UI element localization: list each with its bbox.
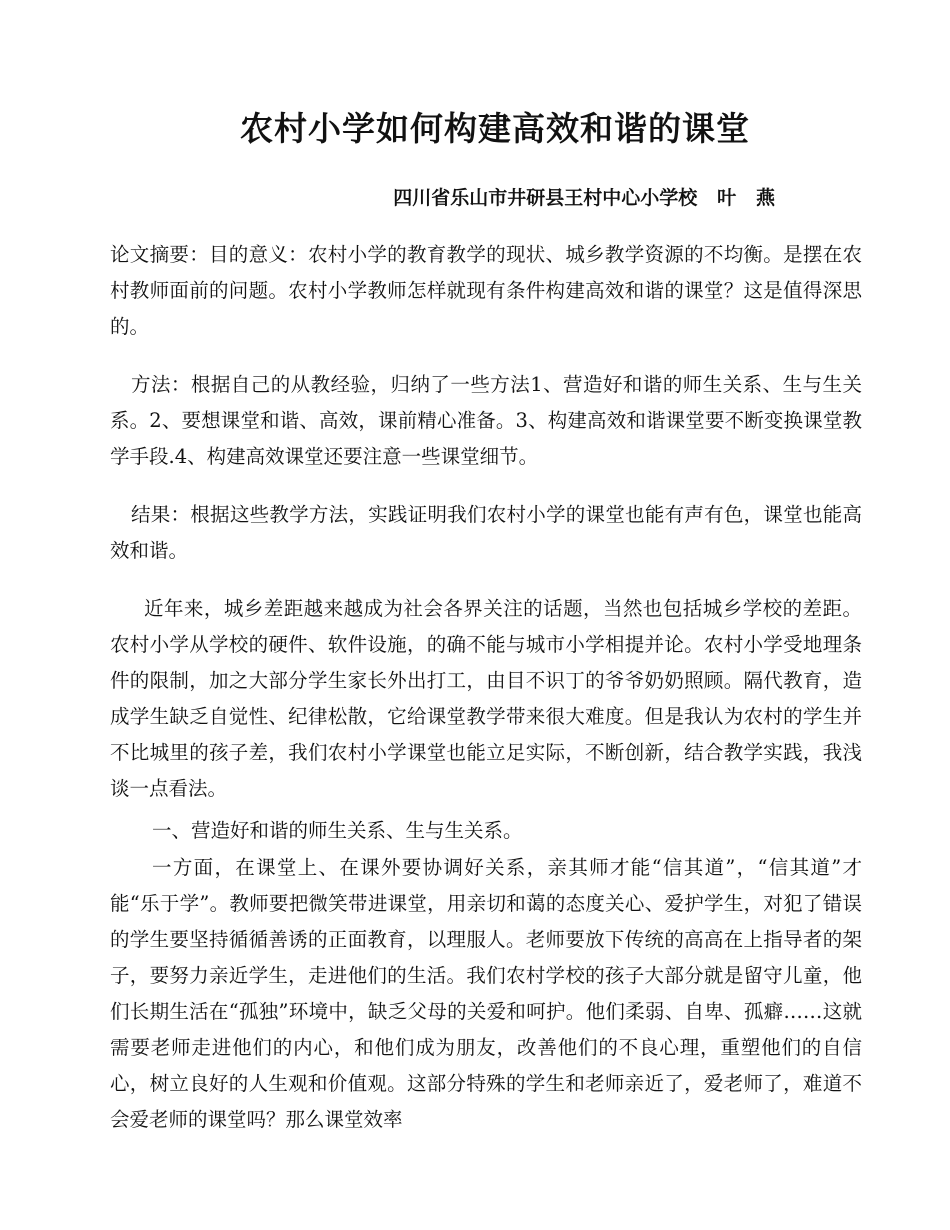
document-title: 农村小学如何构建高效和谐的课堂 [240, 109, 750, 148]
intro-paragraph: 近年来，城乡差距越来越成为社会各界关注的话题，当然也包括城乡学校的差距。农村小学从学校的硬件、软件设施，的确不能与城市小学相提并论。农村小学受地理条件的限制，加之大部分学生家长外出打工，由目不识丁的爷爷奶奶照顾。隔代教育，造成学生缺乏自觉性、纪律松散，它给课堂教学带来很大难度。但是我认为农村的学生并不比城里的孩子差，我们农村小学课堂也能立足实际，不断创新，结合教学实践，我浅谈一点看法。 [110, 597, 862, 800]
abstract-paragraph: 论文摘要：目的意义：农村小学的教育教学的现状、城乡教学资源的不均衡。是摆在农村教师面前的问题。农村小学教师怎样就现有条件构建高效和谐的课堂？这是值得深思的。 [110, 243, 862, 338]
results-paragraph: 结果：根据这些教学方法，实践证明我们农村小学的课堂也能有声有色，课堂也能高效和谐。 [110, 503, 862, 562]
section-body-paragraph: 一方面，在课堂上、在课外要协调好关系，亲其师才能“信其道”，“信其道”才能“乐于学”。教师要把微笑带进课堂，用亲切和蔼的态度关心、爱护学生，对犯了错误的学生要坚持循循善诱的正面教育，以理服人。老师要放下传统的高高在上指导者的架子，要努力亲近学生，走进他们的生活。我们农村学校的孩子大部分就是留守儿童，他们长期生活在“孤独”环境中，缺乏父母的关爱和呵护。他们柔弱、自卑、孤癖……这就需要老师走进他们的内心，和他们成为朋友，改善他们的不良心理，重塑他们的自信心，树立良好的人生观和价值观。这部分特殊的学生和老师亲近了，爱老师了，难道不会爱老师的课堂吗？那么课堂效率 [110, 856, 862, 1131]
section-heading: 一、营造好和谐的师生关系、生与生关系。 [152, 819, 523, 842]
author-line: 四川省乐山市井研县王村中心小学校 叶 燕 [393, 187, 775, 209]
methods-paragraph: 方法：根据自己的从教经验，归纳了一些方法1、营造好和谐的师生关系、生与生关系。2、要想课堂和谐、高效，课前精心准备。3、构建高效和谐课堂要不断变换课堂教学手段.4、构建高效课堂还要注意一些课堂细节。 [110, 373, 862, 468]
